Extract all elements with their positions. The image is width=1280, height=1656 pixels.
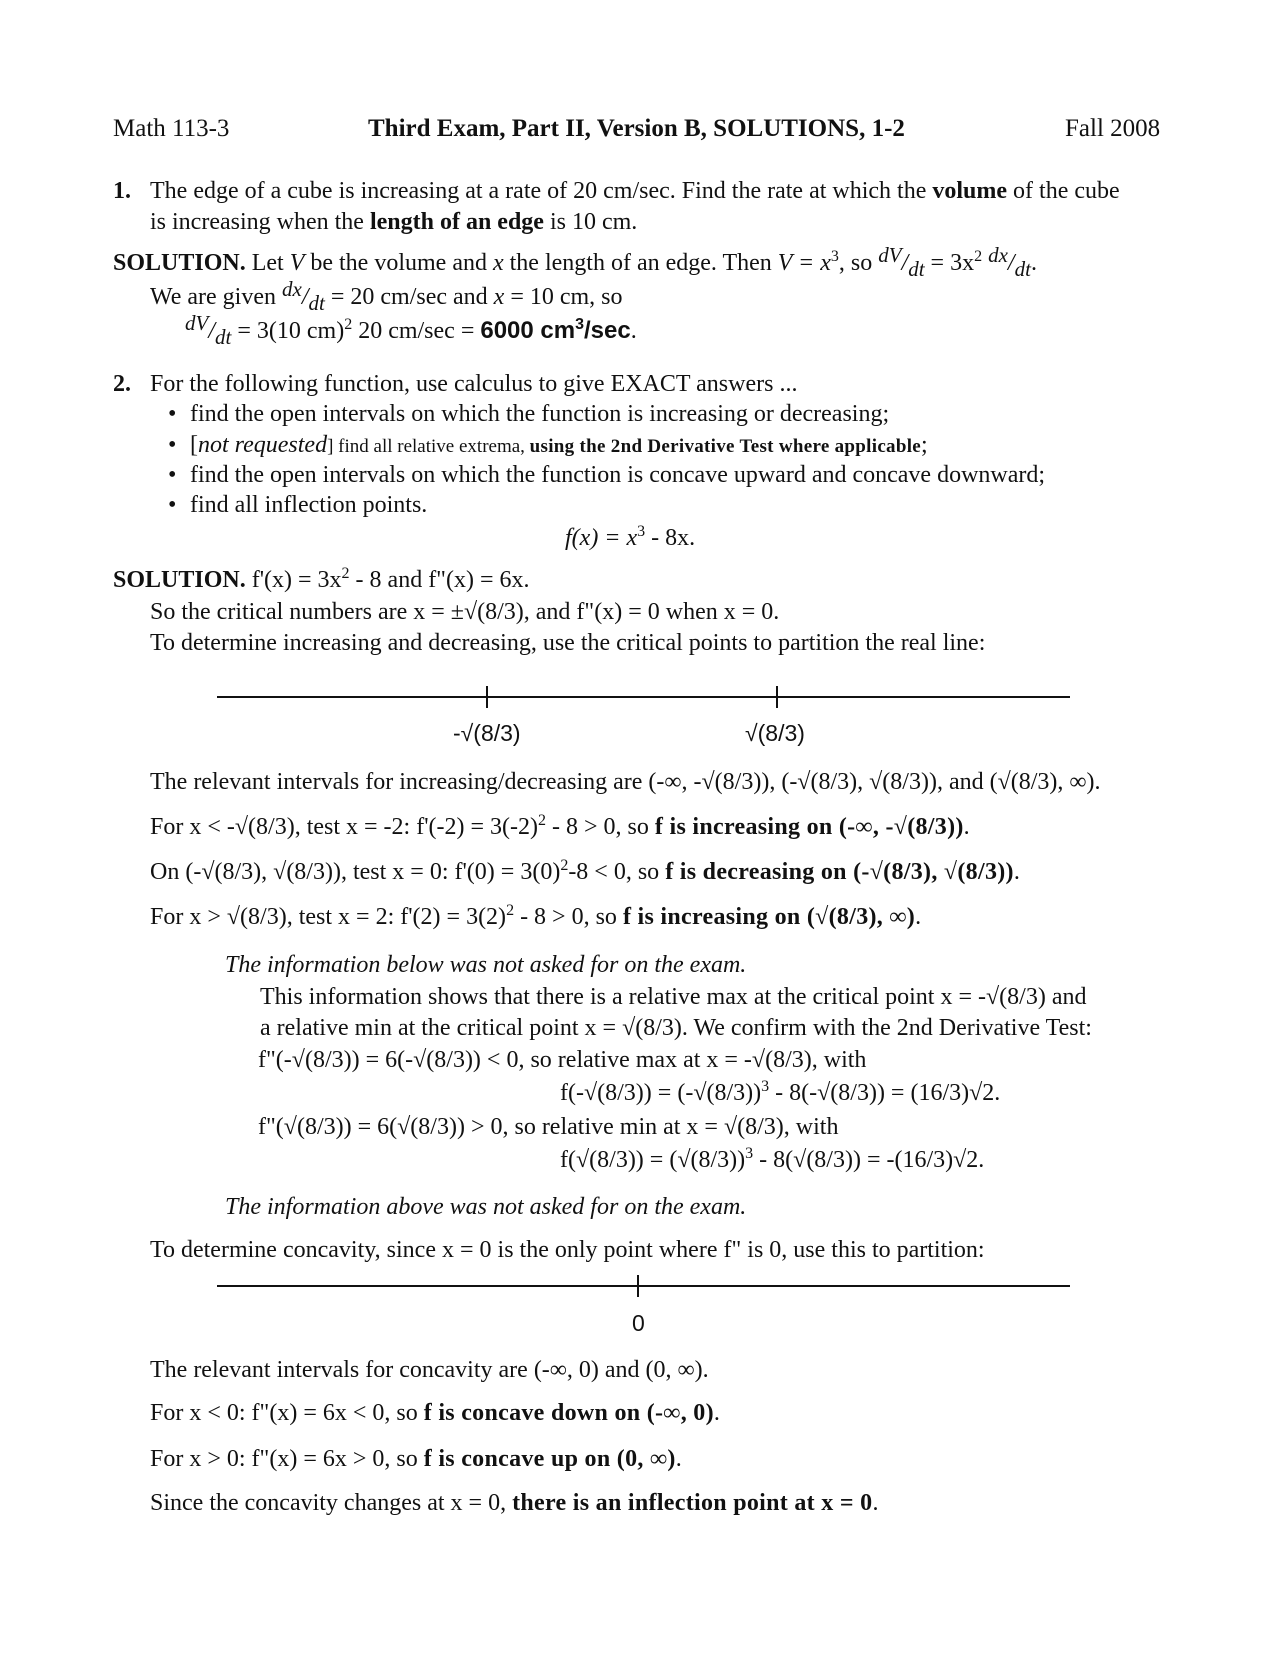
- page-title: Third Exam, Part II, Version B, SOLUTIONS, 1-2: [368, 115, 905, 142]
- intervals-increasing-decreasing: The relevant intervals for increasing/decreasing are (-∞, -√(8/3)), (-√(8/3), √(8/3)), and (√(8/3), ∞).: [150, 769, 1101, 795]
- info-line-4: $f(-√(8/3)) = (-√(8/3))^3 - 8(-√(8/3)) = (16/3)√2$.: [560, 1078, 1001, 1106]
- problem-2-bullet-1: • find the open intervals on which the function is increasing or decreasing;: [168, 401, 890, 427]
- problem-2-partition-text: To determine increasing and decreasing, use the critical points to partition the real line:: [150, 630, 986, 656]
- number-line-1-tick-right: [776, 686, 778, 708]
- number-line-1-label-right: √(8/3): [745, 720, 805, 746]
- info-line-5: f"(√(8/3)) = 6(√(8/3)) > 0, so relative min at x = √(8/3), with: [258, 1114, 839, 1140]
- concavity-partition-text: To determine concavity, since x = 0 is the only point where f" is 0, use this to partition:: [150, 1237, 985, 1263]
- number-line-1-label-left: -√(8/3): [453, 720, 521, 746]
- problem-2-bullet-2: • [not requested] find all relative extrema, using the 2nd Derivative Test where applicable;: [168, 432, 928, 458]
- test-interval-3: For x > √(8/3), test x = 2: $f'(2) = 3(2)^2 - 8 > 0$, so f is increasing on (√(8/3), ∞).: [150, 902, 922, 930]
- problem-2-number: 2.: [113, 371, 131, 397]
- info-line-1: This information shows that there is a relative max at the critical point x = -√(8/3) and: [260, 984, 1087, 1010]
- problem-2-function: $f(x) = x^3 - 8x$.: [565, 523, 696, 551]
- number-line-2-tick: [637, 1275, 639, 1297]
- info-line-6: $f(√(8/3)) = (√(8/3))^3 - 8(√(8/3)) = -(16/3)√2$.: [560, 1145, 985, 1173]
- concavity-test-2: For x > 0: f"(x) = 6x > 0, so f is concave up on (0, ∞).: [150, 1446, 682, 1472]
- intervals-concavity: The relevant intervals for concavity are (-∞, 0) and (0, ∞).: [150, 1357, 709, 1383]
- problem-2-critical-numbers: So the critical numbers are x = ±√(8/3), and f"(x) = 0 when x = 0.: [150, 599, 780, 625]
- note-below: The information below was not asked for on the exam.: [225, 952, 747, 978]
- problem-1-statement-line1: The edge of a cube is increasing at a rate of 20 cm/sec. Find the rate at which the volume of the cube: [150, 178, 1120, 204]
- course-label: Math 113-3: [113, 115, 230, 142]
- problem-1-statement-line2: is increasing when the length of an edge is 10 cm.: [150, 209, 638, 235]
- test-interval-2: On (-√(8/3), √(8/3)), test x = 0: $f'(0) = 3(0)^2-8 < 0$, so f is decreasing on (-√(8/3), √(8/3)).: [150, 857, 1020, 885]
- test-interval-1: For x < -√(8/3), test x = -2: $f'(-2) = 3(-2)^2 - 8 > 0$, so f is increasing on (-∞, -√(8/3)).: [150, 812, 970, 840]
- problem-1-solution-line: SOLUTION. Let V be the volume and x the length of an edge. Then $V = x^3$, so $dV/dt = 3x^2$ dx/dt.: [113, 243, 1037, 281]
- problem-2-bullet-4: • find all inflection points.: [168, 492, 428, 518]
- number-line-2-axis: [217, 1285, 1070, 1287]
- problem-2-bullet-3: • find the open intervals on which the function is concave upward and concave downward;: [168, 462, 1046, 488]
- problem-1-result-line: dV/dt = 3(10 cm)$^2$ 20 cm/sec = 6000 $cm^3/\sec$.: [185, 311, 637, 349]
- problem-1-number: 1.: [113, 178, 131, 204]
- concavity-test-1: For x < 0: f"(x) = 6x < 0, so f is concave down on (-∞, 0).: [150, 1400, 720, 1426]
- inflection-conclusion: Since the concavity changes at x = 0, there is an inflection point at x = 0.: [150, 1490, 879, 1516]
- info-line-3: f"(-√(8/3)) = 6(-√(8/3)) < 0, so relative max at x = -√(8/3), with: [258, 1047, 867, 1073]
- problem-1-given-line: We are given dx/dt = 20 cm/sec and x = 10 cm, so: [150, 277, 623, 315]
- number-line-2-label: 0: [632, 1310, 645, 1336]
- number-line-1-tick-left: [486, 686, 488, 708]
- problem-2-solution-line: SOLUTION. $f'(x) = 3x^2 - 8$ and f"(x) = 6x.: [113, 565, 530, 593]
- problem-2-intro: For the following function, use calculus to give EXACT answers ...: [150, 371, 798, 397]
- term-label: Fall 2008: [1065, 115, 1161, 142]
- number-line-1-axis: [217, 696, 1070, 698]
- note-above: The information above was not asked for on the exam.: [225, 1194, 747, 1220]
- info-line-2: a relative min at the critical point x = √(8/3). We confirm with the 2nd Derivative Test:: [260, 1015, 1092, 1041]
